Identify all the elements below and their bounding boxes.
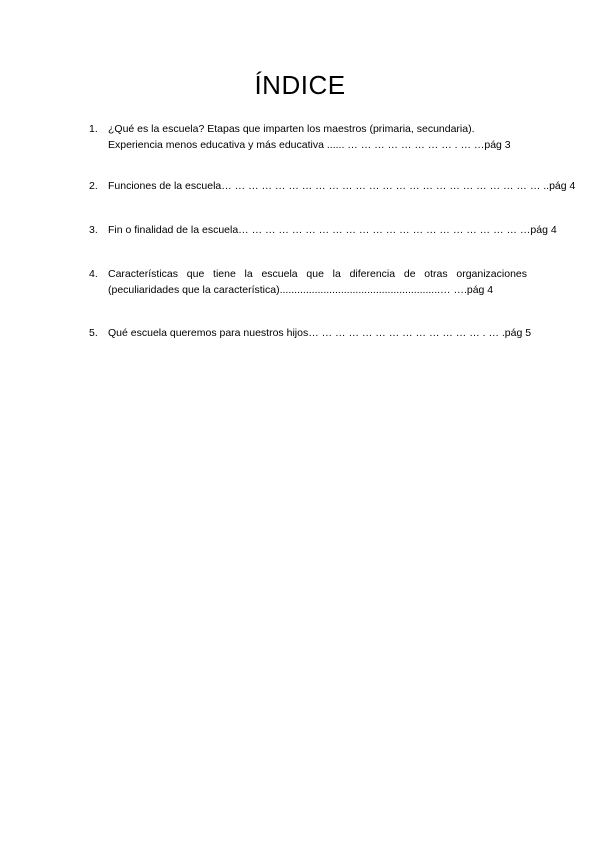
- toc-item-3: [89, 222, 557, 238]
- toc-item-number: 4.: [89, 268, 98, 280]
- toc-item-2: [89, 178, 576, 194]
- toc-item-text: [108, 266, 527, 298]
- toc-item-4: [89, 266, 527, 298]
- toc-item-text: [108, 222, 557, 238]
- toc-item-number: 1.: [89, 123, 98, 135]
- toc-item-1: [89, 121, 527, 153]
- toc-item-5: [89, 325, 532, 341]
- toc-item-text: [108, 121, 527, 153]
- toc-item-text: [108, 325, 532, 341]
- toc-item-line: Experiencia menos educativa y más educativa ...... … … … … … … … … . … …pág 3: [108, 139, 511, 151]
- toc-item-number: 2.: [89, 180, 98, 192]
- page-title: ÍNDICE: [254, 70, 346, 100]
- toc-item-line: Fin o finalidad de la escuela… … … … … … … … … … … … … … … … … … … … … …pág 4: [108, 224, 557, 236]
- toc-item-number: 5.: [89, 327, 98, 339]
- toc-item-line: Características que tiene la escuela que la diferencia de otras organizaciones: [108, 268, 527, 280]
- toc-item-line: Qué escuela queremos para nuestros hijos… … … … … … … … … … … … … . … .pág 5: [108, 327, 532, 339]
- toc-item-line: (peculiaridades que la característica).......................................................… ….pág 4: [108, 284, 494, 296]
- toc-item-line: Funciones de la escuela… … … … … … … … … … … … … … … … … … … … … … … … ..pág 4: [108, 180, 576, 192]
- toc-item-number: 3.: [89, 224, 98, 236]
- toc-item-line: ¿Qué es la escuela? Etapas que imparten los maestros (primaria, secundaria).: [108, 123, 475, 135]
- toc-item-text: [108, 178, 576, 194]
